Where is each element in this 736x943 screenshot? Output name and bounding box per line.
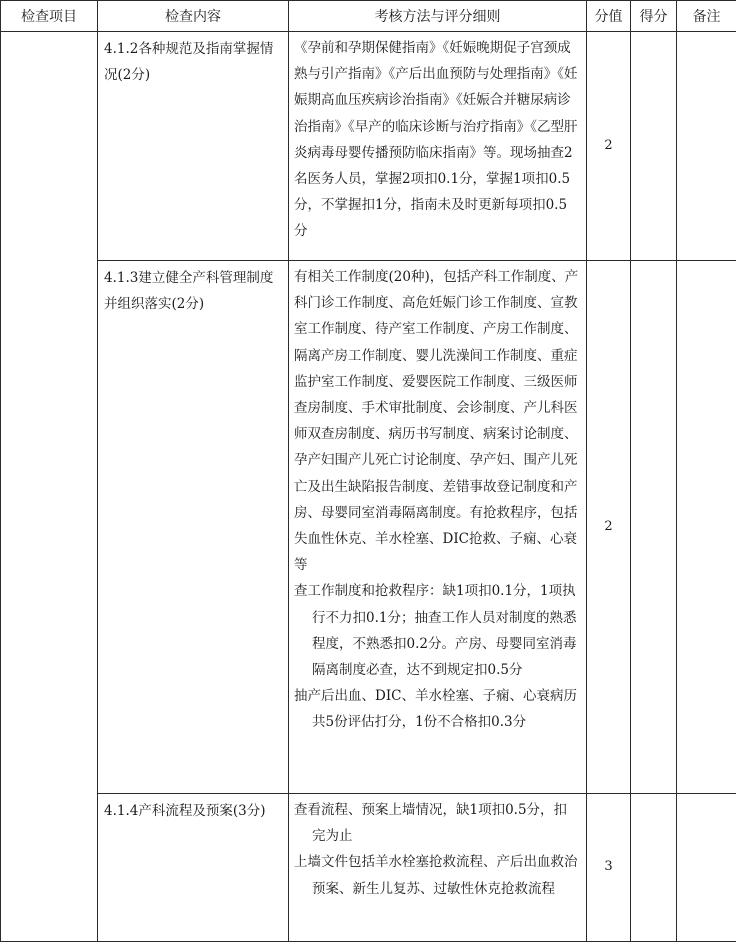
table-row bbox=[1, 261, 736, 794]
got-cell bbox=[631, 261, 677, 794]
note-cell bbox=[677, 32, 736, 261]
content-cell: 4.1.2各种规范及指南掌握情况(2分) bbox=[98, 32, 289, 261]
table-row bbox=[1, 794, 736, 942]
header-got: 得分 bbox=[631, 1, 677, 32]
method-cell bbox=[289, 261, 587, 794]
got-cell bbox=[631, 794, 677, 942]
header-method: 考核方法与评分细则 bbox=[289, 1, 587, 32]
method-text: 查看流程、预案上墙情况，缺1项扣0.5分，扣完为止 bbox=[294, 802, 568, 845]
score-cell: 2 bbox=[587, 32, 631, 261]
content-cell: 4.1.3建立健全产科管理制度并组织落实(2分) bbox=[98, 261, 289, 794]
note-cell bbox=[677, 261, 736, 794]
method-text: 《孕前和孕期保健指南》《妊娠晚期促子宫颈成熟与引产指南》《产后出血预防与处理指南》《妊娠期高血压疾病诊治指南》《妊娠合并糖尿病诊治指南》《早产的临床诊断与治疗指南》《乙型肝炎病毒母婴传播预防临床指南》等。现场抽查2名医务人员，掌握2项扣0.1分，掌握1项扣0.5分，不掌握扣1分，指南未及时更新每项扣0.5分 bbox=[294, 40, 578, 240]
got-cell bbox=[631, 32, 677, 261]
header-score: 分值 bbox=[587, 1, 631, 32]
method-cell bbox=[289, 794, 587, 942]
method-text: 查工作制度和抢救程序：缺1项扣0.1分，1项执行不力扣0.1分；抽查工作人员对制度的熟悉程度，不熟悉扣0.2分。产房、母婴同室消毒隔离制度必查，达不到规定扣0.5分 bbox=[294, 583, 577, 679]
table-row bbox=[1, 32, 736, 261]
header-row bbox=[1, 1, 736, 32]
method-text: 抽产后出血、DIC、羊水栓塞、子痫、心衰病历共5份评估打分，1份不合格扣0.3分 bbox=[294, 688, 577, 731]
header-content: 检查内容 bbox=[98, 1, 289, 32]
header-note: 备注 bbox=[677, 1, 736, 32]
note-cell bbox=[677, 794, 736, 942]
content-cell: 4.1.4产科流程及预案(3分) bbox=[98, 794, 289, 942]
method-text: 上墙文件包括羊水栓塞抢救流程、产后出血救治预案、新生儿复苏、过敏性休克抢救流程 bbox=[294, 854, 578, 897]
method-cell bbox=[289, 32, 587, 261]
score-cell: 3 bbox=[587, 794, 631, 942]
score-cell: 2 bbox=[587, 261, 631, 794]
item-cell bbox=[1, 32, 98, 942]
method-text: 有相关工作制度(20种)，包括产科工作制度、产科门诊工作制度、高危妊娠门诊工作制度、宣教室工作制度、待产室工作制度、产房工作制度、隔离产房工作制度、婴儿洗澡间工作制度、重症监护室工作制度、爱婴医院工作制度、三级医师查房制度、手术审批制度、会诊制度、产儿科医师双查房制度、病历书写制度、病案讨论制度、孕产妇围产儿死亡讨论制度、孕产妇、围产儿死亡及出生缺陷报告制度、差错事故登记制度和产房、母婴同室消毒隔离制度。有抢救程序，包括失血性休克、羊水栓塞、DIC抢救、子痫、心衰等 bbox=[294, 269, 579, 574]
header-item: 检查项目 bbox=[1, 1, 98, 32]
